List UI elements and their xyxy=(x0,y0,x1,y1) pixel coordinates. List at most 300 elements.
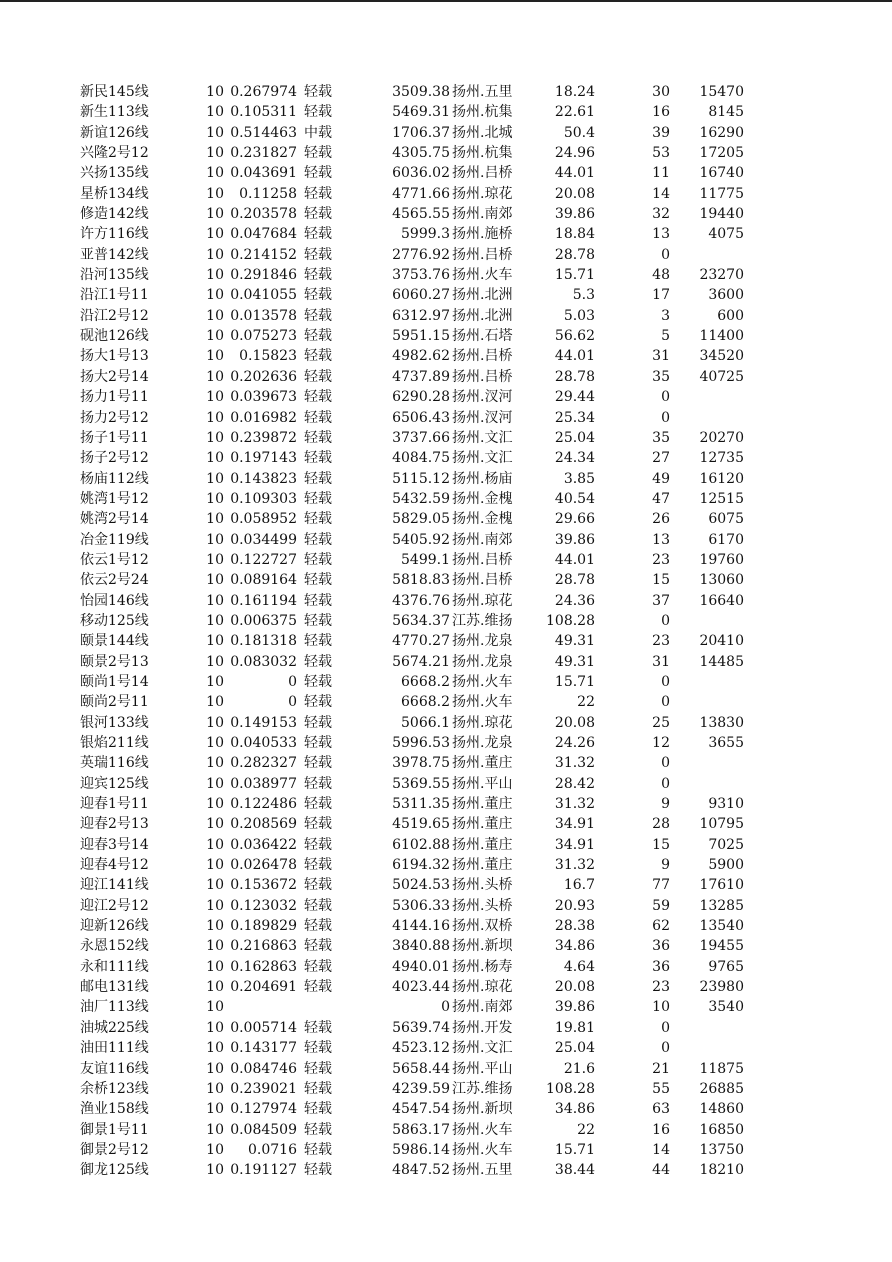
voltage-cell: 10 xyxy=(206,612,224,629)
line-name-cell: 友谊116线 xyxy=(80,1060,149,1077)
load-ratio-cell: 0.041055 xyxy=(230,287,297,304)
substation-cell: 扬州.龙泉 xyxy=(452,735,513,751)
table-row xyxy=(0,1120,892,1140)
line-name-cell: 怡园146线 xyxy=(80,592,149,609)
substation-cell: 扬州.五里 xyxy=(452,1162,513,1179)
table-row xyxy=(0,692,892,712)
length-cell: 20.08 xyxy=(554,185,595,202)
table-row xyxy=(0,367,892,387)
load-ratio-cell: 0.0716 xyxy=(248,1141,297,1158)
count-cell: 16 xyxy=(652,1121,670,1138)
substation-cell: 扬州.五里 xyxy=(452,84,513,100)
length-cell: 44.01 xyxy=(554,165,595,182)
count-cell: 23 xyxy=(652,633,670,650)
length-cell: 28.78 xyxy=(554,246,595,263)
length-cell: 18.24 xyxy=(554,84,595,100)
line-name-cell: 新谊126线 xyxy=(80,124,149,141)
margin-value-cell: 4239.59 xyxy=(392,1080,450,1097)
substation-cell: 扬州.杨庙 xyxy=(452,470,513,487)
load-status-cell: 轻载 xyxy=(304,185,332,202)
capacity-cell: 6170 xyxy=(708,531,744,548)
voltage-cell: 10 xyxy=(206,918,224,935)
load-ratio-cell: 0.075273 xyxy=(230,328,297,345)
length-cell: 50.4 xyxy=(563,124,595,141)
margin-value-cell: 5024.53 xyxy=(392,877,450,894)
voltage-cell: 10 xyxy=(206,755,224,772)
substation-cell: 扬州.双桥 xyxy=(452,918,513,935)
capacity-cell: 16120 xyxy=(699,470,744,487)
count-cell: 14 xyxy=(652,185,670,202)
margin-value-cell: 5986.14 xyxy=(392,1141,450,1158)
table-row xyxy=(0,387,892,407)
line-name-cell: 余桥123线 xyxy=(80,1080,149,1097)
substation-cell: 扬州.琼花 xyxy=(452,185,513,202)
substation-cell: 扬州.金槐 xyxy=(452,490,513,507)
voltage-cell: 10 xyxy=(206,999,224,1016)
count-cell: 39 xyxy=(652,124,670,141)
substation-cell: 扬州.石塔 xyxy=(452,328,513,345)
table-row xyxy=(0,997,892,1017)
load-ratio-cell: 0.122727 xyxy=(230,551,297,568)
voltage-cell: 10 xyxy=(206,1121,224,1138)
load-ratio-cell: 0.204691 xyxy=(230,979,297,996)
load-status-cell: 轻载 xyxy=(304,490,332,507)
margin-value-cell: 4737.89 xyxy=(392,368,450,385)
table-row xyxy=(0,82,892,102)
length-cell: 31.32 xyxy=(554,796,595,813)
margin-value-cell: 4565.55 xyxy=(392,206,450,223)
count-cell: 5 xyxy=(661,328,670,345)
substation-cell: 扬州.北城 xyxy=(452,124,513,141)
margin-value-cell: 6668.2 xyxy=(401,673,450,690)
load-status-cell: 轻载 xyxy=(304,877,332,894)
load-status-cell: 轻载 xyxy=(304,897,332,914)
count-cell: 48 xyxy=(652,267,670,284)
line-name-cell: 修造142线 xyxy=(80,206,149,223)
count-cell: 53 xyxy=(652,145,670,162)
substation-cell: 扬州.头桥 xyxy=(452,897,513,914)
margin-value-cell: 3509.38 xyxy=(392,84,450,100)
margin-value-cell: 4771.66 xyxy=(392,185,450,202)
load-ratio-cell: 0.109303 xyxy=(230,490,297,507)
length-cell: 5.03 xyxy=(563,307,595,324)
load-ratio-cell: 0.191127 xyxy=(230,1162,297,1179)
table-row xyxy=(0,428,892,448)
margin-value-cell: 5306.33 xyxy=(392,897,450,914)
line-name-cell: 冶金119线 xyxy=(80,531,149,548)
length-cell: 16.7 xyxy=(563,877,595,894)
substation-cell: 扬州.汊河 xyxy=(452,389,513,406)
count-cell: 0 xyxy=(661,1019,670,1036)
table-row xyxy=(0,753,892,773)
load-status-cell: 轻载 xyxy=(304,673,332,690)
margin-value-cell: 5311.35 xyxy=(392,796,450,813)
load-status-cell: 轻载 xyxy=(304,1019,332,1036)
substation-cell: 扬州.火车 xyxy=(452,673,513,690)
table-row xyxy=(0,408,892,428)
line-name-cell: 砚池126线 xyxy=(80,328,149,345)
count-cell: 11 xyxy=(652,165,670,182)
load-status-cell: 轻载 xyxy=(304,551,332,568)
line-name-cell: 渔业158线 xyxy=(80,1101,149,1118)
margin-value-cell: 6036.02 xyxy=(392,165,450,182)
load-status-cell: 轻载 xyxy=(304,470,332,487)
load-ratio-cell: 0.047684 xyxy=(230,226,297,243)
count-cell: 16 xyxy=(652,104,670,121)
margin-value-cell: 5639.74 xyxy=(392,1019,450,1036)
load-ratio-cell: 0.239021 xyxy=(230,1080,297,1097)
line-name-cell: 沿江2号12 xyxy=(80,307,149,324)
substation-cell: 扬州.北洲 xyxy=(452,287,513,304)
voltage-cell: 10 xyxy=(206,470,224,487)
margin-value-cell: 4770.27 xyxy=(392,633,450,650)
table-row xyxy=(0,1099,892,1119)
capacity-cell: 40725 xyxy=(699,368,744,385)
count-cell: 12 xyxy=(652,735,670,751)
margin-value-cell: 1706.37 xyxy=(392,124,450,141)
count-cell: 17 xyxy=(652,287,670,304)
margin-value-cell: 4940.01 xyxy=(392,958,450,975)
capacity-cell: 600 xyxy=(717,307,744,324)
voltage-cell: 10 xyxy=(206,389,224,406)
length-cell: 29.66 xyxy=(554,511,595,528)
load-ratio-cell: 0.214152 xyxy=(230,246,297,263)
capacity-cell: 13060 xyxy=(699,572,744,589)
load-status-cell: 轻载 xyxy=(304,938,332,955)
voltage-cell: 10 xyxy=(206,490,224,507)
voltage-cell: 10 xyxy=(206,206,224,223)
line-name-cell: 移动125线 xyxy=(80,612,149,629)
load-ratio-cell: 0.514463 xyxy=(230,124,297,141)
load-ratio-cell: 0.039673 xyxy=(230,389,297,406)
length-cell: 25.04 xyxy=(554,1040,595,1057)
count-cell: 21 xyxy=(652,1060,670,1077)
voltage-cell: 10 xyxy=(206,714,224,731)
line-name-cell: 油田111线 xyxy=(80,1040,149,1057)
count-cell: 36 xyxy=(652,938,670,955)
substation-cell: 扬州.火车 xyxy=(452,1141,513,1158)
voltage-cell: 10 xyxy=(206,328,224,345)
length-cell: 22 xyxy=(577,1121,595,1138)
length-cell: 25.04 xyxy=(554,429,595,446)
substation-cell: 扬州.火车 xyxy=(452,267,513,284)
count-cell: 25 xyxy=(652,714,670,731)
table-row xyxy=(0,102,892,122)
load-status-cell: 轻载 xyxy=(304,735,332,751)
voltage-cell: 10 xyxy=(206,124,224,141)
length-cell: 34.86 xyxy=(554,938,595,955)
capacity-cell: 23270 xyxy=(699,267,744,284)
table-row xyxy=(0,1160,892,1180)
load-status-cell: 轻载 xyxy=(304,816,332,833)
line-name-cell: 扬子1号11 xyxy=(80,429,149,446)
length-cell: 56.62 xyxy=(554,328,595,345)
line-name-cell: 新民145线 xyxy=(80,84,149,100)
capacity-cell: 17610 xyxy=(699,877,744,894)
line-name-cell: 沿河135线 xyxy=(80,267,149,284)
voltage-cell: 10 xyxy=(206,979,224,996)
capacity-cell: 7025 xyxy=(708,836,744,853)
substation-cell: 扬州.北洲 xyxy=(452,307,513,324)
line-name-cell: 依云1号12 xyxy=(80,551,149,568)
length-cell: 15.71 xyxy=(554,673,595,690)
capacity-cell: 4075 xyxy=(708,226,744,243)
length-cell: 18.84 xyxy=(554,226,595,243)
voltage-cell: 10 xyxy=(206,1019,224,1036)
load-status-cell: 轻载 xyxy=(304,592,332,609)
margin-value-cell: 5405.92 xyxy=(392,531,450,548)
load-ratio-cell: 0.203578 xyxy=(230,206,297,223)
line-name-cell: 杨庙112线 xyxy=(80,470,149,487)
length-cell: 24.26 xyxy=(554,735,595,751)
length-cell: 22 xyxy=(577,694,595,711)
load-status-cell: 轻载 xyxy=(304,1101,332,1118)
load-status-cell: 轻载 xyxy=(304,84,332,100)
substation-cell: 扬州.吕桥 xyxy=(452,165,513,182)
line-name-cell: 迎江141线 xyxy=(80,877,149,894)
voltage-cell: 10 xyxy=(206,287,224,304)
capacity-cell: 19760 xyxy=(699,551,744,568)
substation-cell: 扬州.文汇 xyxy=(452,450,513,467)
load-ratio-cell: 0.005714 xyxy=(230,1019,297,1036)
spreadsheet-table xyxy=(0,82,892,1181)
substation-cell: 扬州.新坝 xyxy=(452,1101,513,1118)
load-ratio-cell: 0.143823 xyxy=(230,470,297,487)
line-name-cell: 兴隆2号12 xyxy=(80,145,149,162)
load-status-cell: 轻载 xyxy=(304,979,332,996)
voltage-cell: 10 xyxy=(206,551,224,568)
margin-value-cell: 4982.62 xyxy=(392,348,450,365)
margin-value-cell: 3737.66 xyxy=(392,429,450,446)
length-cell: 22.61 xyxy=(554,104,595,121)
length-cell: 49.31 xyxy=(554,633,595,650)
margin-value-cell: 4376.76 xyxy=(392,592,450,609)
count-cell: 3 xyxy=(661,307,670,324)
count-cell: 27 xyxy=(652,450,670,467)
substation-cell: 扬州.董庄 xyxy=(452,755,513,772)
voltage-cell: 10 xyxy=(206,409,224,426)
capacity-cell: 8145 xyxy=(708,104,744,121)
load-status-cell: 轻载 xyxy=(304,511,332,528)
margin-value-cell: 6102.88 xyxy=(392,836,450,853)
length-cell: 24.34 xyxy=(554,450,595,467)
table-row xyxy=(0,713,892,733)
table-row xyxy=(0,896,892,916)
length-cell: 15.71 xyxy=(554,267,595,284)
count-cell: 0 xyxy=(661,612,670,629)
substation-cell: 扬州.杭集 xyxy=(452,104,513,121)
substation-cell: 扬州.新坝 xyxy=(452,938,513,955)
count-cell: 37 xyxy=(652,592,670,609)
line-name-cell: 油城225线 xyxy=(80,1019,149,1036)
margin-value-cell: 4523.12 xyxy=(392,1040,450,1057)
voltage-cell: 10 xyxy=(206,450,224,467)
length-cell: 39.86 xyxy=(554,999,595,1016)
count-cell: 62 xyxy=(652,918,670,935)
length-cell: 34.91 xyxy=(554,836,595,853)
table-row xyxy=(0,469,892,489)
substation-cell: 江苏.维扬 xyxy=(452,612,513,629)
line-name-cell: 御景1号11 xyxy=(80,1121,149,1138)
table-row xyxy=(0,652,892,672)
capacity-cell: 13540 xyxy=(699,918,744,935)
voltage-cell: 10 xyxy=(206,775,224,792)
voltage-cell: 10 xyxy=(206,735,224,751)
count-cell: 31 xyxy=(652,653,670,670)
table-row xyxy=(0,326,892,346)
line-name-cell: 颐景144线 xyxy=(80,633,149,650)
margin-value-cell: 3753.76 xyxy=(392,267,450,284)
table-row xyxy=(0,835,892,855)
load-ratio-cell: 0.149153 xyxy=(230,714,297,731)
load-status-cell: 轻载 xyxy=(304,694,332,711)
load-ratio-cell: 0.143177 xyxy=(230,1040,297,1057)
margin-value-cell: 0 xyxy=(441,999,450,1016)
line-name-cell: 扬子2号12 xyxy=(80,450,149,467)
voltage-cell: 10 xyxy=(206,531,224,548)
length-cell: 31.32 xyxy=(554,755,595,772)
substation-cell: 扬州.吕桥 xyxy=(452,348,513,365)
count-cell: 15 xyxy=(652,572,670,589)
load-status-cell: 轻载 xyxy=(304,857,332,874)
load-ratio-cell: 0.036422 xyxy=(230,836,297,853)
load-status-cell: 轻载 xyxy=(304,328,332,345)
margin-value-cell: 4519.65 xyxy=(392,816,450,833)
load-ratio-cell: 0.291846 xyxy=(230,267,297,284)
table-row xyxy=(0,204,892,224)
load-ratio-cell: 0.058952 xyxy=(230,511,297,528)
voltage-cell: 10 xyxy=(206,694,224,711)
load-ratio-cell: 0 xyxy=(288,673,297,690)
line-name-cell: 御景2号12 xyxy=(80,1141,149,1158)
voltage-cell: 10 xyxy=(206,368,224,385)
load-status-cell: 轻载 xyxy=(304,104,332,121)
line-name-cell: 油厂113线 xyxy=(80,999,149,1016)
load-status-cell: 轻载 xyxy=(304,450,332,467)
substation-cell: 扬州.龙泉 xyxy=(452,653,513,670)
table-row xyxy=(0,1018,892,1038)
substation-cell: 扬州.火车 xyxy=(452,1121,513,1138)
count-cell: 49 xyxy=(652,470,670,487)
line-name-cell: 迎宾125线 xyxy=(80,775,149,792)
load-status-cell: 轻载 xyxy=(304,1121,332,1138)
count-cell: 0 xyxy=(661,755,670,772)
line-name-cell: 邮电131线 xyxy=(80,979,149,996)
voltage-cell: 10 xyxy=(206,572,224,589)
margin-value-cell: 5066.1 xyxy=(401,714,450,731)
table-row xyxy=(0,346,892,366)
load-ratio-cell: 0.089164 xyxy=(230,572,297,589)
margin-value-cell: 6312.97 xyxy=(392,307,450,324)
margin-value-cell: 5432.59 xyxy=(392,490,450,507)
count-cell: 13 xyxy=(652,226,670,243)
table-row xyxy=(0,957,892,977)
substation-cell: 扬州.杭集 xyxy=(452,145,513,162)
load-status-cell: 中载 xyxy=(304,124,332,141)
load-status-cell: 轻载 xyxy=(304,612,332,629)
length-cell: 108.28 xyxy=(546,1080,595,1097)
load-ratio-cell: 0.231827 xyxy=(230,145,297,162)
margin-value-cell: 5499.1 xyxy=(401,551,450,568)
table-row xyxy=(0,977,892,997)
load-status-cell: 轻载 xyxy=(304,958,332,975)
capacity-cell: 12515 xyxy=(699,490,744,507)
line-name-cell: 新生113线 xyxy=(80,104,149,121)
capacity-cell: 18210 xyxy=(699,1162,744,1179)
load-ratio-cell: 0.181318 xyxy=(230,633,297,650)
table-row xyxy=(0,224,892,244)
line-name-cell: 颐尚2号11 xyxy=(80,694,149,711)
substation-cell: 扬州.头桥 xyxy=(452,877,513,894)
count-cell: 0 xyxy=(661,775,670,792)
count-cell: 9 xyxy=(661,857,670,874)
count-cell: 0 xyxy=(661,694,670,711)
load-status-cell: 轻载 xyxy=(304,1080,332,1097)
load-ratio-cell: 0.267974 xyxy=(230,84,297,100)
voltage-cell: 10 xyxy=(206,1080,224,1097)
margin-value-cell: 3978.75 xyxy=(392,755,450,772)
load-status-cell: 轻载 xyxy=(304,246,332,263)
table-row xyxy=(0,245,892,265)
substation-cell: 扬州.平山 xyxy=(452,1060,513,1077)
margin-value-cell: 6290.28 xyxy=(392,389,450,406)
voltage-cell: 10 xyxy=(206,653,224,670)
line-name-cell: 银河133线 xyxy=(80,714,149,731)
line-name-cell: 迎春3号14 xyxy=(80,836,149,853)
table-row xyxy=(0,265,892,285)
voltage-cell: 10 xyxy=(206,84,224,100)
substation-cell: 扬州.文汇 xyxy=(452,429,513,446)
table-row xyxy=(0,509,892,529)
count-cell: 0 xyxy=(661,409,670,426)
length-cell: 39.86 xyxy=(554,531,595,548)
voltage-cell: 10 xyxy=(206,267,224,284)
margin-value-cell: 3840.88 xyxy=(392,938,450,955)
length-cell: 28.42 xyxy=(554,775,595,792)
load-status-cell: 轻载 xyxy=(304,918,332,935)
length-cell: 38.44 xyxy=(554,1162,595,1179)
margin-value-cell: 4305.75 xyxy=(392,145,450,162)
load-ratio-cell: 0.239872 xyxy=(230,429,297,446)
count-cell: 44 xyxy=(652,1162,670,1179)
capacity-cell: 3655 xyxy=(708,735,744,751)
count-cell: 47 xyxy=(652,490,670,507)
load-status-cell: 轻载 xyxy=(304,1141,332,1158)
count-cell: 15 xyxy=(652,836,670,853)
table-row xyxy=(0,285,892,305)
substation-cell: 扬州.文汇 xyxy=(452,1040,513,1057)
load-ratio-cell: 0.208569 xyxy=(230,816,297,833)
line-name-cell: 扬大2号14 xyxy=(80,368,149,385)
line-name-cell: 永和111线 xyxy=(80,958,149,975)
load-ratio-cell: 0.016982 xyxy=(230,409,297,426)
line-name-cell: 依云2号24 xyxy=(80,572,149,589)
length-cell: 3.85 xyxy=(563,470,595,487)
table-row xyxy=(0,794,892,814)
voltage-cell: 10 xyxy=(206,1141,224,1158)
load-status-cell: 轻载 xyxy=(304,1162,332,1179)
table-row xyxy=(0,1079,892,1099)
capacity-cell: 16640 xyxy=(699,592,744,609)
line-name-cell: 颐景2号13 xyxy=(80,653,149,670)
length-cell: 24.36 xyxy=(554,592,595,609)
substation-cell: 扬州.琼花 xyxy=(452,592,513,609)
load-status-cell: 轻载 xyxy=(304,1060,332,1077)
load-status-cell: 轻载 xyxy=(304,206,332,223)
voltage-cell: 10 xyxy=(206,145,224,162)
margin-value-cell: 6194.32 xyxy=(392,857,450,874)
length-cell: 21.6 xyxy=(563,1060,595,1077)
